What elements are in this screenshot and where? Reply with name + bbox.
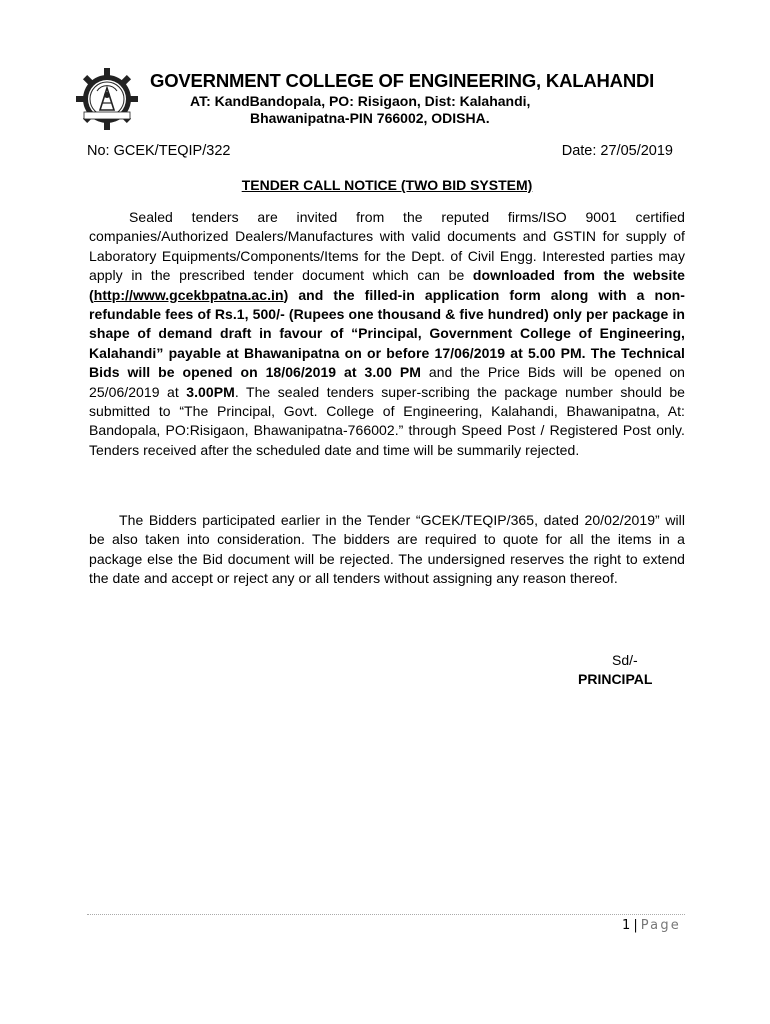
para1-bold-3: 3.00PM (186, 383, 235, 400)
reference-line (87, 143, 673, 159)
footer-divider (87, 914, 685, 915)
address-line-1: AT: KandBandopala, PO: Risigaon, Dist: Kalahandi, (190, 93, 531, 109)
page-number: 1 (622, 918, 631, 933)
signatory-title: PRINCIPAL (578, 671, 653, 687)
para1-text-1: Sealed tenders are invited from the reputed firms/ISO 9001 certified companies/Authorized Dealers/Manufactures with valid documents and GSTIN for supply of Laboratory Equipments/Components/Items for the Dept. of Civil Engg. Interested parties may apply in the prescribed tender document which can be (89, 209, 685, 284)
notice-date: Date: 27/05/2019 (561, 143, 673, 159)
reference-number: No: GCEK/TEQIP/322 (87, 143, 231, 159)
page-footer (560, 918, 681, 933)
para1-text-3: . The sealed tenders super-scribing the package number should be submitted to “The Principal, Govt. College of Engineering, Kalahandi, Bhawanipatna, At: Bandopala, PO:Risigaon, Bhawanipatna-766002.” through Speed Post / Registered Post only. Tenders received after the scheduled date and time will be summarily rejected. (89, 383, 685, 458)
notice-title: TENDER CALL NOTICE (TWO BID SYSTEM) (241, 177, 533, 193)
signature-sd: Sd/- (612, 652, 638, 668)
website-link[interactable]: http://www.gcekbpatna.ac.in (93, 286, 284, 303)
college-logo (76, 68, 138, 130)
page-label: Page (640, 918, 681, 933)
para1-text-2: and the Price Bids will be opened on 25/06/2019 at (89, 364, 685, 400)
college-name: GOVERNMENT COLLEGE OF ENGINEERING, KALAHANDI (150, 70, 655, 91)
notice-paragraph-2: The Bidders participated earlier in the Tender “GCEK/TEQIP/365, dated 20/02/2019” will be also taken into consideration. The bidders are required to quote for all the items in a package else the Bid document will be rejected. The undersigned reserves the right to extend the date and accept or reject any or all tenders without assigning any reason thereof. (89, 512, 685, 587)
address-line-2: Bhawanipatna-PIN 766002, ODISHA. (250, 110, 490, 126)
para1-bold-1: downloaded from the website ( (89, 267, 685, 303)
footer-separator: | (633, 918, 638, 933)
notice-paragraph-1 (89, 208, 685, 460)
para1-bold-2: ) and the filled-in application form along with a non-refundable fees of Rs.1, 500/- (Rupees one thousand & five hundred) only per package in shape of demand draft in favour of “Principal, Government College of Engineering, Kalahandi” payable at Bhawanipatna on or before 17/06/2019 at 5.00 PM. The Technical Bids will be opened on 18/06/2019 at 3.00 PM (89, 286, 685, 381)
